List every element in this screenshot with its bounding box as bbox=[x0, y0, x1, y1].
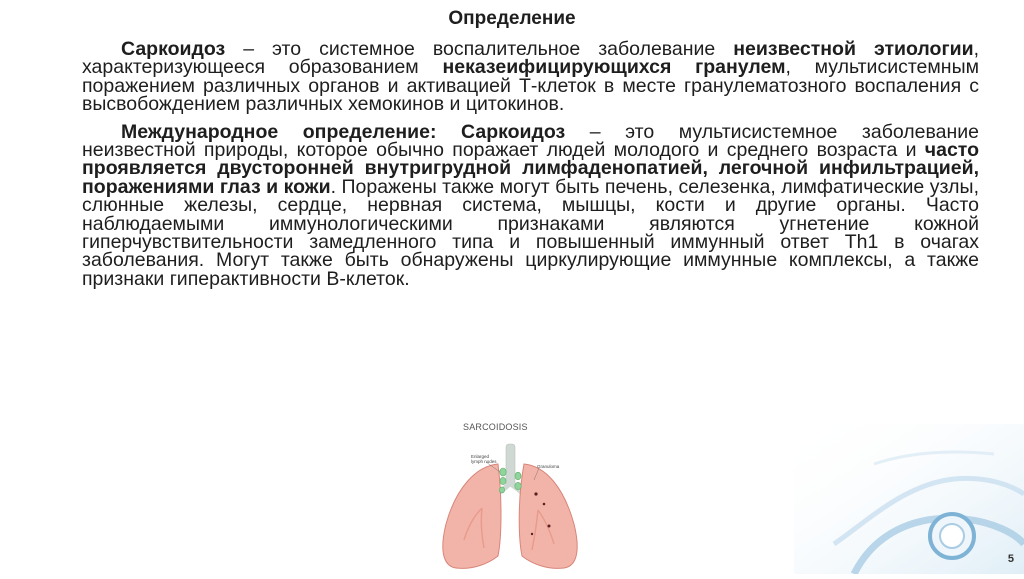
term-manifestations: часто проявляется двусторонней внутригрудной лимфаденопатией, легочной инфильтрацией, поражениями глаз и кожи bbox=[82, 139, 979, 198]
term-granulomas: неказеифицирующихся гранулем bbox=[442, 56, 786, 79]
definition-paragraph-2 bbox=[82, 120, 979, 290]
label-line: lymph nodes bbox=[471, 459, 497, 464]
text-span: , мультисистемным поражением различных органов и активацией Т-клеток в месте гранулематозного воспаления с высвобождением различных хемокинов и цитокинов. bbox=[82, 56, 979, 116]
stethoscope-icon bbox=[794, 424, 1024, 574]
term-international-definition: Международное определение: Саркоидоз bbox=[121, 120, 566, 143]
page-number: 5 bbox=[1007, 553, 1014, 565]
lungs-illustration bbox=[436, 416, 584, 574]
definition-paragraph-1 bbox=[82, 40, 979, 114]
definition-text bbox=[82, 40, 979, 297]
slide-title: Определение bbox=[448, 8, 576, 29]
label-line: Enlarged bbox=[471, 454, 490, 459]
text-span: , характеризующееся образованием bbox=[82, 38, 979, 79]
figure-title: SARCOIDOSIS bbox=[463, 422, 528, 432]
label-granuloma: Granuloma bbox=[537, 464, 560, 469]
term-unknown-etiology: неизвестной этиологии bbox=[733, 38, 974, 60]
text-span: . Поражены также могут быть печень, селезенка, лимфатические узлы, слюнные железы, сердце, нервная система, мышцы, кости и другие органы. Часто наблюдаемыми иммунологическими признаками являются угнетение кожной гиперчувствительности замедленного типа и повышенный иммунный ответ Th1 в очагах заболевания. Могут также быть обнаружены циркулирующие иммунные комплексы, а также признаки гиперактивности В-клеток. bbox=[82, 175, 979, 290]
term-sarcoidosis: Саркоидоз bbox=[121, 38, 226, 60]
label-lymph-nodes bbox=[471, 454, 497, 464]
lungs-icon bbox=[436, 416, 584, 574]
text-span: – это системное воспалительное заболевание bbox=[225, 38, 734, 60]
text-span: – это мультисистемное заболевание неизвестной природы, которое обычно поражает людей молодого и среднего возраста и bbox=[82, 120, 979, 162]
